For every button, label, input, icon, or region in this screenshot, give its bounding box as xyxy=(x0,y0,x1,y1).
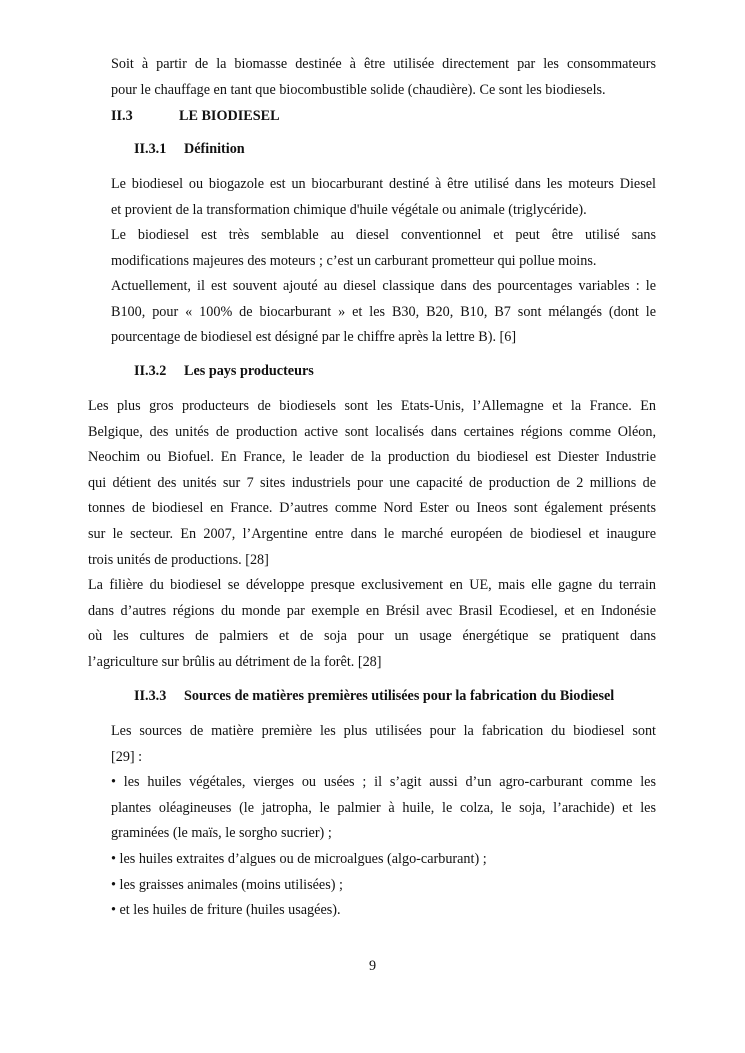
list-item: • les huiles extraites d’algues ou de microalgues (algo-carburant) ; xyxy=(111,850,487,867)
text-line: qui détient des unités sur 7 sites industriels pour une capacité de production de 2 millions de xyxy=(88,474,656,491)
section-number: II.3 xyxy=(111,108,133,124)
section-title: LE BIODIESEL xyxy=(179,108,280,124)
text-line: [29] : xyxy=(111,748,143,765)
text-line: et provient de la transformation chimique d'huile végétale ou animale (triglycéride). xyxy=(111,201,587,218)
paragraph-producers-1 xyxy=(88,394,656,573)
section-title: Définition xyxy=(184,141,245,157)
section-title: Les pays producteurs xyxy=(184,363,314,379)
text-line: dans d’autres régions du monde par exemple en Brésil avec Brasil Ecodiesel, et en Indonésie xyxy=(88,602,656,619)
section-number: II.3.1 xyxy=(134,141,167,157)
text-line: Belgique, des unités de production active sont localisés dans certaines régions comme Oléon, xyxy=(88,423,656,440)
text-line: La filière du biodiesel se développe presque exclusivement en UE, mais elle gagne du terrain xyxy=(88,577,656,593)
section-number: II.3.2 xyxy=(134,363,167,379)
paragraph-producers-2 xyxy=(88,573,656,675)
text-line: Les plus gros producteurs de biodiesels sont les Etats-Unis, l’Allemagne et la France. En xyxy=(88,398,656,414)
text-line: l’agriculture sur brûlis au détriment de la forêt. [28] xyxy=(88,653,382,670)
paragraph-definition-2 xyxy=(111,223,656,274)
text-line: pourcentage de biodiesel est désigné par le chiffre après la lettre B). [6] xyxy=(111,329,517,346)
text-line: Soit à partir de la biomasse destinée à être utilisée directement par les consommateurs xyxy=(111,56,656,72)
text-line: tonnes de biodiesel en France. D’autres comme Nord Ester ou Ineos sont également présents xyxy=(88,500,656,517)
text-line: Les sources de matière première les plus utilisées pour la fabrication du biodiesel sont xyxy=(111,723,656,739)
paragraph-sources xyxy=(111,719,656,924)
text-line: Le biodiesel ou biogazole est un biocarburant destiné à être utilisé dans les moteurs Diesel xyxy=(111,176,656,192)
text-line: B100, pour « 100% de biocarburant » et les B30, B20, B10, B7 sont mélangés (dont le xyxy=(111,303,656,320)
section-heading-2-3-1 xyxy=(134,139,245,159)
section-number: II.3.3 xyxy=(134,688,167,704)
paragraph-definition-3 xyxy=(111,274,656,351)
list-item: • et les huiles de friture (huiles usagées). xyxy=(111,902,341,919)
text-line: plantes oléagineuses (le jatropha, le palmier à huile, le colza, le soja, l’arachide) et les xyxy=(111,799,656,816)
text-line: où les cultures de palmiers et de soja pour un usage énergétique se pratiquent dans xyxy=(88,628,656,645)
section-heading-2-3-3 xyxy=(134,686,614,706)
text-line: trois unités de productions. [28] xyxy=(88,551,269,568)
paragraph-intro xyxy=(111,52,656,103)
text-line: Actuellement, il est souvent ajouté au diesel classique dans des pourcentages variables : le xyxy=(111,278,656,294)
page-number: 9 xyxy=(368,958,377,974)
text-line: modifications majeures des moteurs ; c’est un carburant prometteur qui pollue moins. xyxy=(111,252,597,269)
section-title: Sources de matières premières utilisées pour la fabrication du Biodiesel xyxy=(184,688,615,704)
text-line: Neochim ou Biofuel. En France, le leader de la production du biodiesel est Diester Industrie xyxy=(88,449,656,466)
text-line: graminées (le maïs, le sorgho sucrier) ; xyxy=(111,825,332,842)
text-line: pour le chauffage en tant que biocombustible solide (chaudière). Ce sont les biodiesels. xyxy=(111,81,606,98)
section-heading-2-3-2 xyxy=(134,361,314,381)
list-item: • les graisses animales (moins utilisées) ; xyxy=(111,876,343,893)
paragraph-definition-1 xyxy=(111,172,656,223)
text-line: Le biodiesel est très semblable au diesel conventionnel et peut être utilisé sans xyxy=(111,227,656,243)
list-item: • les huiles végétales, vierges ou usées ; il s’agit aussi d’un agro-carburant comme les xyxy=(111,774,656,791)
text-line: sur le secteur. En 2007, l’Argentine entre dans le marché européen de biodiesel et inaugure xyxy=(88,525,656,542)
section-heading-2-3 xyxy=(111,106,280,126)
